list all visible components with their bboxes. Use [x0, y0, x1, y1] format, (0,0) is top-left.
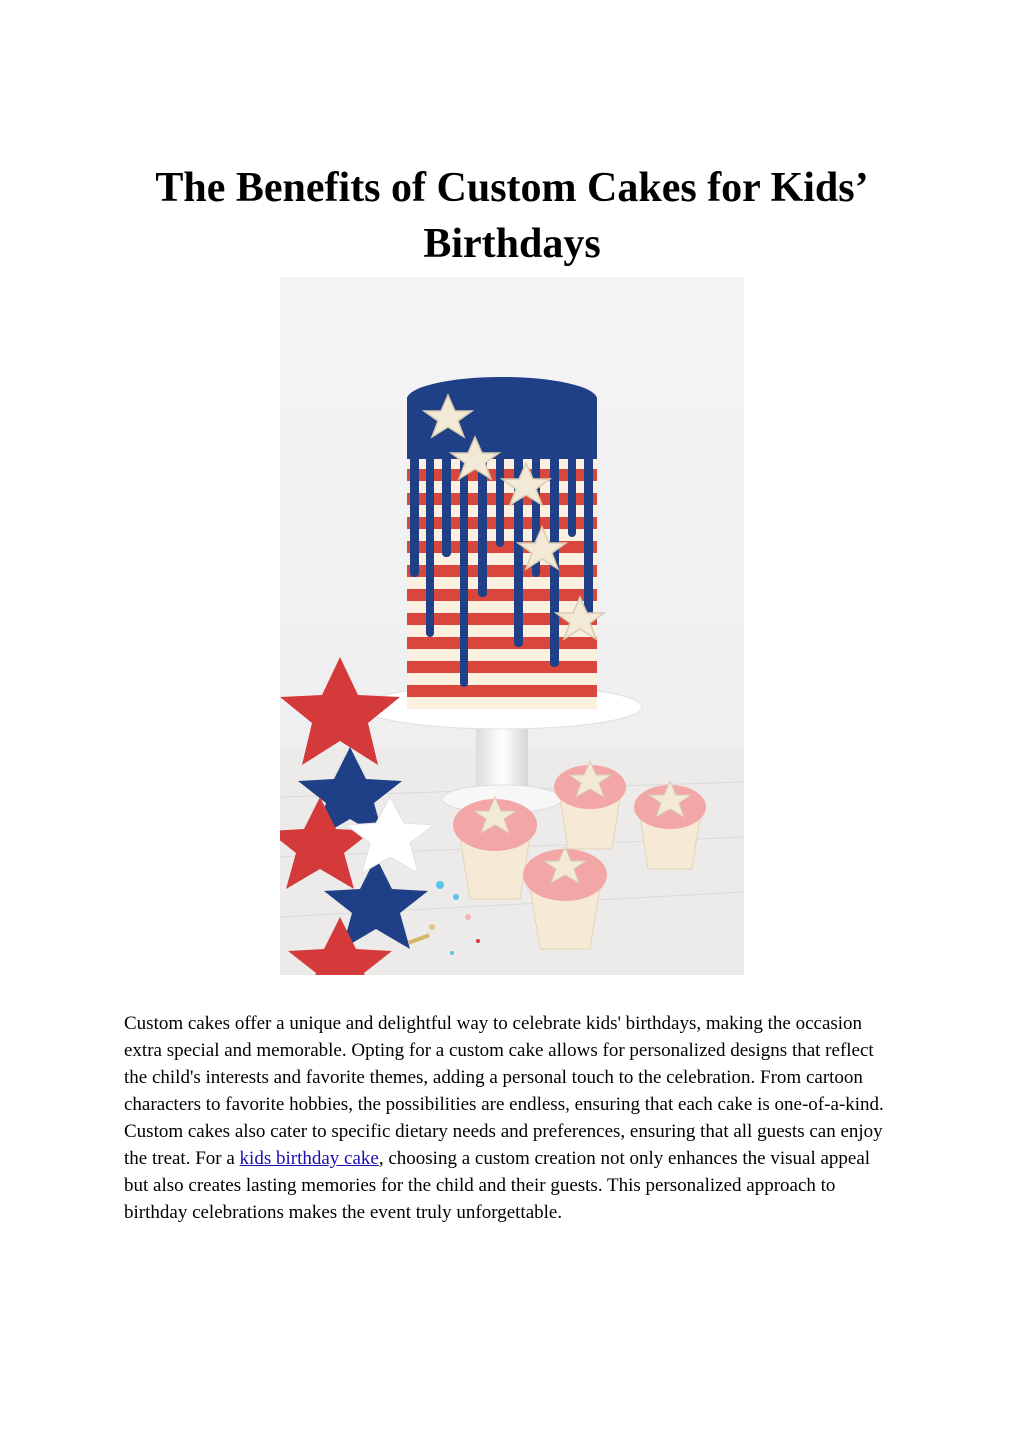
page-title-line-2: Birthdays	[423, 221, 601, 267]
body-text-before-link: Custom cakes offer a unique and delightful way to celebrate kids' birthdays, making the occasion extra special and memorable. Opting for a custom cake allows for personalized designs that reflect the child's interests and favorite themes, adding a personal touch to the celebration. From cartoon characters to favorite hobbies, the possibilities are endless, ensuring that each cake is one-of-a-kind. Custom cakes also cater to specific dietary needs and preferences, ensuring that all guests can enjoy the treat. For a	[124, 1013, 884, 1169]
body-text-after-link: , choosing a custom creation not only enhances the visual appeal but also creates lasting memories for the child and their guests. This personalized approach to birthday celebrations makes the event truly unforgettable.	[124, 1148, 871, 1223]
cake-illustration	[280, 277, 744, 975]
cake-photo	[280, 277, 744, 975]
kids-birthday-cake-link[interactable]: kids birthday cake	[239, 1148, 379, 1169]
page-title-line-1: The Benefits of Custom Cakes for Kids’	[155, 165, 869, 211]
article-body	[124, 1010, 884, 1226]
page-title	[112, 160, 912, 272]
